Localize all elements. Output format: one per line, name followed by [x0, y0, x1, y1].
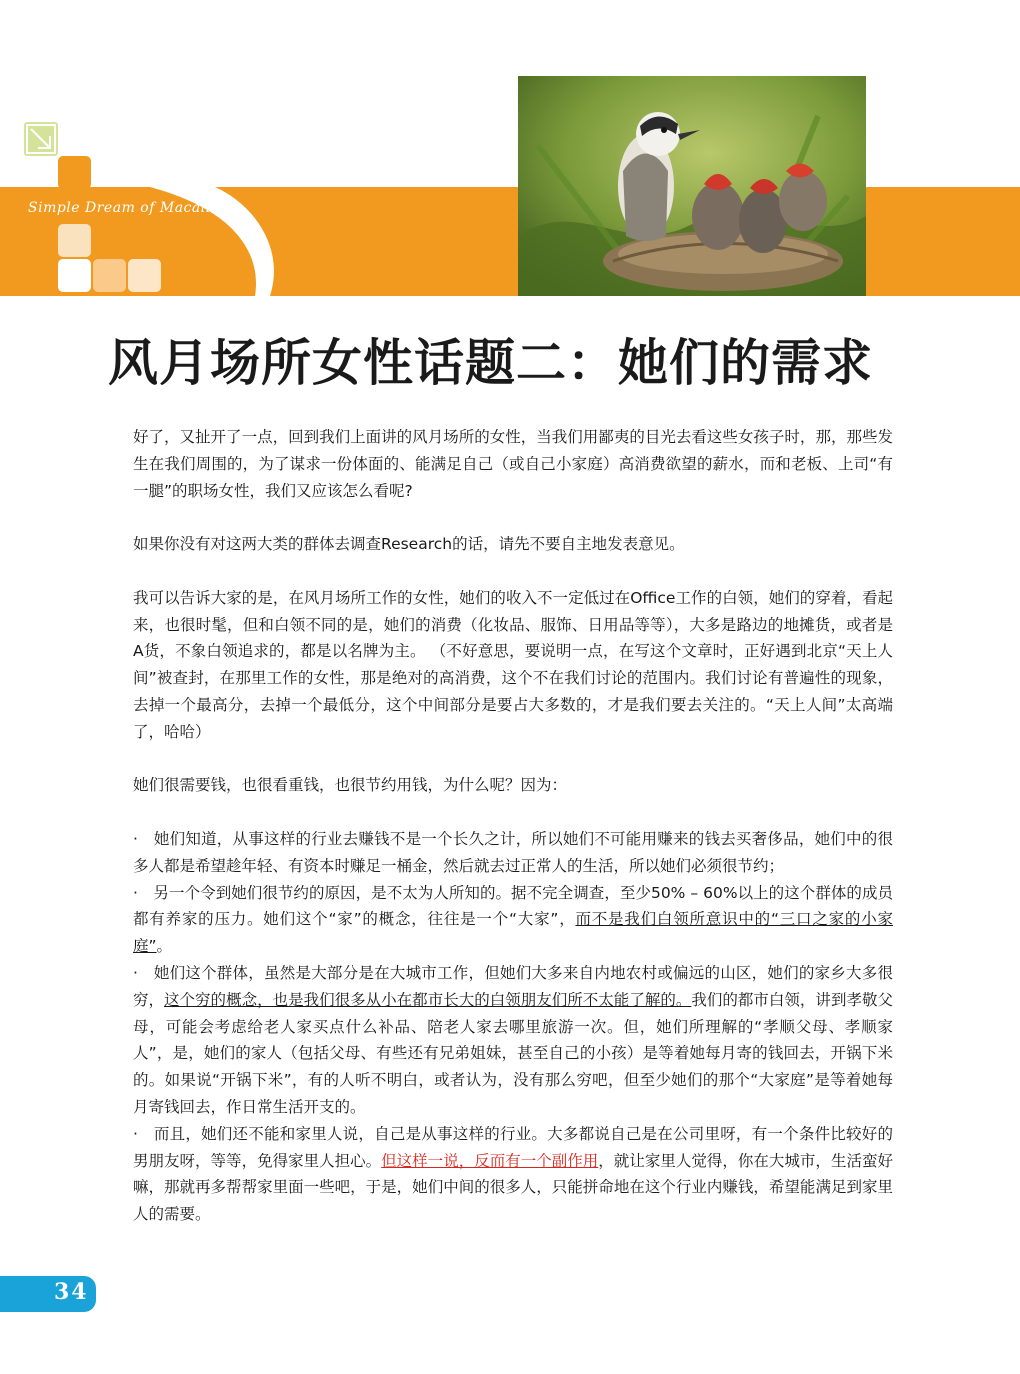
bullet-text: 我们的都市白领，讲到孝敬父母，可能会考虑给老人家买点什么补品、陪老人家去哪里旅游一次。但，她们所理解的“孝顺父母、孝顺家人”，是，她们的家人（包括父母、有些还有兄弟姐妹，甚至自己的小孩）是等着她每月寄的钱回去，开锅下米的。如果说“开锅下米”，有的人听不明白，或者认为，没有那么穷吧，但至少她们的那个“大家庭”是等着她每月寄钱回去，作日常生活开支的。: [133, 990, 893, 1116]
page-title: 风月场所女性话题二：她们的需求: [108, 334, 873, 392]
bullet-cannot-tell-family: [133, 1121, 893, 1228]
bullet-text: ，就让家里人觉得，你在大城市，生活蛮好嘛，那就再多帮帮家里面一些吧，于是，她们中间的很多人，只能拼命地在这个行业内赚钱，希望能满足到家里人的需要。: [133, 1151, 893, 1224]
underlined-text: 这个穷的概念，也是我们很多从小在都市长大的白领朋友们所不太能了解的。: [164, 990, 692, 1009]
bullet-text: 。: [156, 937, 173, 956]
paragraph-why: 她们很需要钱，也很看重钱，也很节约用钱，为什么呢？因为：: [133, 776, 568, 795]
paragraph-research: 如果你没有对这两大类的群体去调查Research的话，请先不要自主地发表意见。: [133, 535, 685, 554]
brand-name: Simple Dream of Macallon: [28, 200, 230, 216]
bullet-text: · 另一个令到她们很节约的原因，是不太为人所知的。据不完全调查，至少50% – 60%以上的这个群体的成员都有养家的压力。她们这个“家”的概念，往往是一个“大家”，: [133, 883, 893, 929]
bird-feeding-chicks-photo: [518, 76, 866, 296]
deco-square-light: [58, 224, 91, 257]
bullet-text: · 她们这个群体，虽然是大部分是在大城市工作，但她们大多来自内地农村或偏远的山区，她们的家乡大多很穷，: [133, 963, 893, 1009]
corner-arrow-icon: [24, 122, 58, 156]
paragraph-income: 我可以告诉大家的是，在风月场所工作的女性，她们的收入不一定低过在Office工作的白领，她们的穿着，看起来，也很时髦，但和白领不同的是，她们的消费（化妆品、服饰、日用品等等），大多是路边的地摊货，或者是A货，不象白领追求的，都是以名牌为主。 （不好意思，要说明一点，在写这个文章时，正好遇到北京“天上人间”被查封，在那里工作的女性，那是绝对的高消费，这个不在我们讨论的范围内。我们讨论有普遍性的现象，去掉一个最高分，去掉一个最低分，这个中间部分是要占大多数的，才是我们要去关注的。“天上人间”太高端了，哈哈）: [133, 588, 893, 741]
underlined-text: 而不是我们白领所意识中的“三口之家的小家庭”: [133, 910, 893, 956]
bullet-text: · 而且，她们还不能和家里人说，自己是从事这样的行业。大多都说自己是在公司里呀，有一个条件比较好的男朋友呀，等等，免得家里人担心。: [133, 1124, 893, 1170]
deco-square-orange: [58, 156, 91, 189]
deco-square-white: [58, 259, 91, 292]
bullet-poor-hometown: [133, 960, 893, 1121]
page-number: 34: [54, 1279, 89, 1305]
bullet-not-long-term: · 她们知道，从事这样的行业去赚钱不是一个长久之计，所以她们不可能用赚来的钱去买奢侈品，她们中的很多人都是希望趁年轻、有资本时赚足一桶金，然后就去过正常人的生活，所以她们必须很节约；: [133, 829, 893, 875]
bullet-family-pressure: [133, 880, 893, 960]
highlighted-text: 但这样一说，反而有一个副作用: [381, 1151, 599, 1170]
deco-square-cream: [128, 259, 161, 292]
paragraph-intro: 好了，又扯开了一点，回到我们上面讲的风月场所的女性，当我们用鄙夷的目光去看这些女孩子时，那，那些发生在我们周围的，为了谋求一份体面的、能满足自己（或自己小家庭）高消费欲望的薪水，而和老板、上司“有一腿”的职场女性，我们又应该怎么看呢?: [133, 428, 893, 500]
deco-square-peach: [93, 259, 126, 292]
article-body: [133, 424, 893, 1228]
